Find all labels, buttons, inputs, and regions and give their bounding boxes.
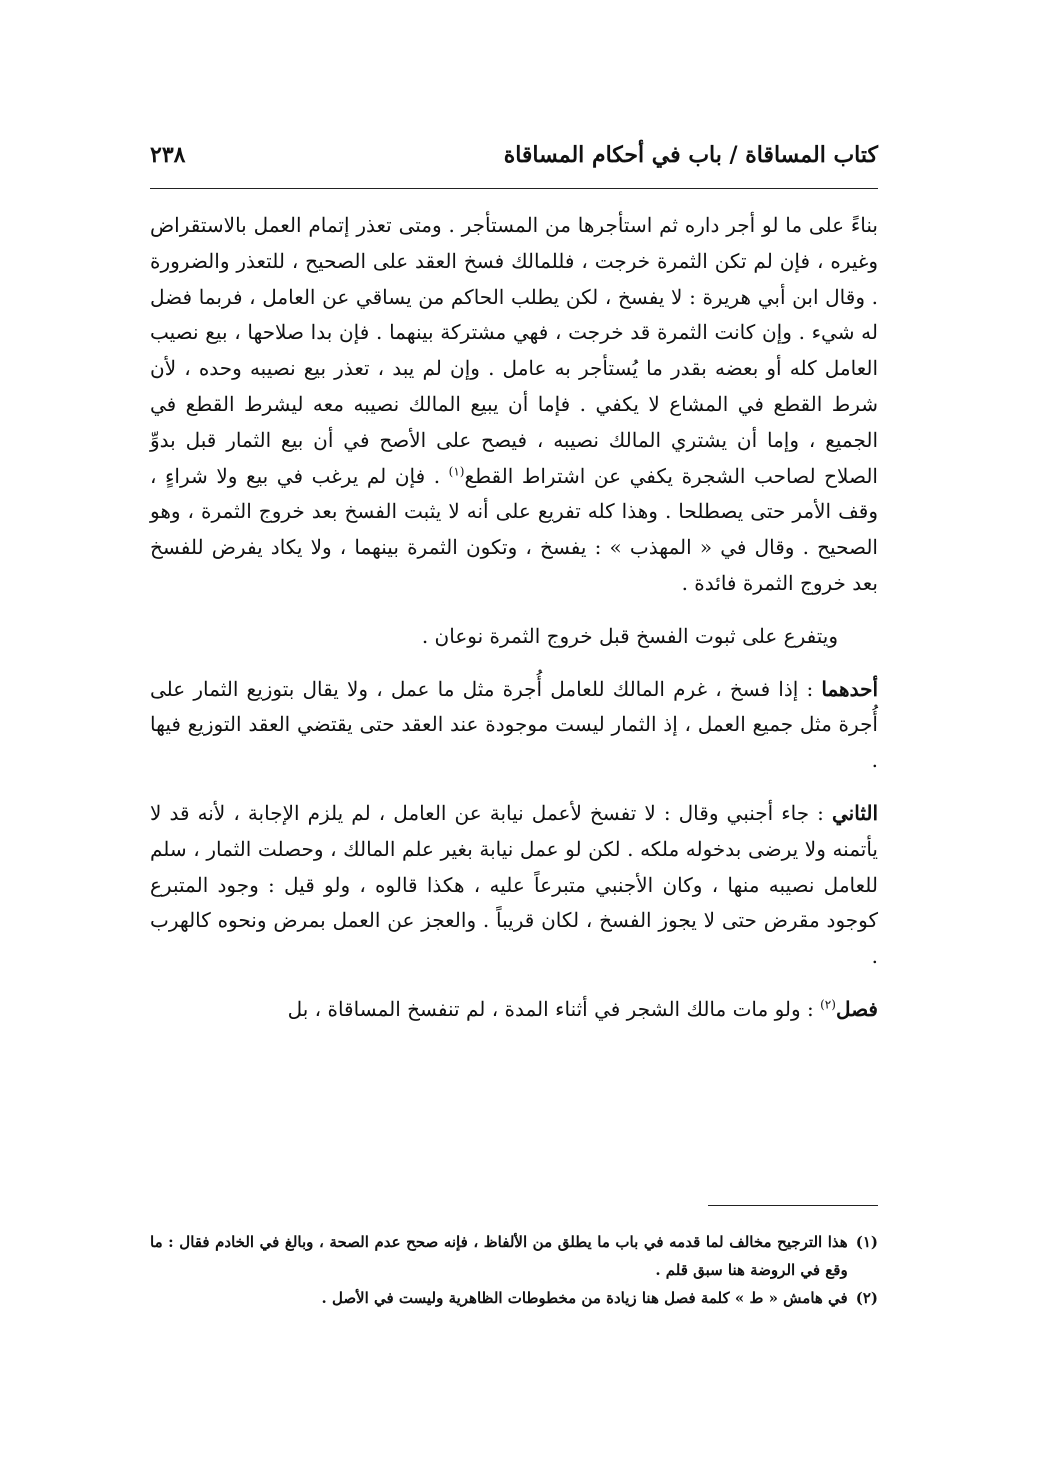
paragraph-4: [150, 796, 878, 975]
page-number: ٢٣٨: [150, 142, 186, 168]
footnote-marker-2[interactable]: (٢): [820, 997, 836, 1012]
footnotes: [150, 1228, 878, 1312]
paragraph-2-text: ويتفرع على ثبوت الفسخ قبل خروج الثمرة نوعان .: [421, 623, 838, 648]
footnote-1: [150, 1228, 878, 1284]
footnote-marker-1[interactable]: (١): [448, 463, 465, 478]
paragraph-4-text: : جاء أجنبي وقال : لا تفسخ لأعمل نيابة عن العامل ، لم يلزم الإجابة ، لأنه قد لا يأتمنه ولا يرضى بدخوله ملكه . لكن لو عمل نيابة بغير علم المالك ، وحصلت الثمار ، سلم للعامل نصيبه منها ، وكان الأجنبي متبرعاً عليه ، هكذا قالوه ، ولو قيل : وجود المتبرع كوجود مقرض حتى لا يجوز الفسخ ، لكان قريباً . والعجز عن العمل بمرض ونحوه كالهرب .: [150, 800, 878, 969]
paragraph-2: [150, 619, 878, 655]
paragraph-5: [150, 992, 878, 1028]
running-header: [150, 138, 878, 178]
paragraph-1: [150, 208, 878, 602]
footnote-1-text: هذا الترجيح مخالف لما قدمه في باب ما يطلق من الألفاظ ، فإنه صحح عدم الصحة ، وبالغ في الخادم فقال : ما وقع في الروضة هنا سبق قلم .: [150, 1233, 848, 1279]
paragraph-3: [150, 672, 878, 779]
footnote-divider: [708, 1205, 878, 1206]
paragraph-3-lead: أحدهما: [821, 676, 878, 701]
paragraph-5-lead: فصل: [835, 996, 878, 1021]
footnote-2-text: في هامش « ط » كلمة فصل هنا زيادة من مخطوطات الظاهرية وليست في الأصل .: [321, 1289, 848, 1307]
main-text: [150, 208, 878, 1028]
header-divider: [150, 188, 878, 189]
paragraph-1-text-cont: . فإن لم يرغب في بيع ولا شراءٍ ، وقف الأمر حتى يصطلحا . وهذا كله تفريع على أنه لا يثبت الفسخ بعد خروج الثمرة ، وهو الصحيح . وقال في « المهذب » : يفسخ ، وتكون الثمرة بينهما ، ولا يكاد يفرض للفسخ بعد خروج الثمرة فائدة .: [150, 463, 878, 595]
header-title: كتاب المساقاة / باب في أحكام المساقاة: [503, 142, 878, 168]
paragraph-4-lead: الثاني: [831, 800, 878, 825]
footnote-2-number: (٢): [855, 1289, 878, 1307]
paragraph-3-text: : إذا فسخ ، غرم المالك للعامل أُجرة مثل ما عمل ، ولا يقال بتوزيع الثمار على أُجرة مثل جميع العمل ، إذ الثمار ليست موجودة عند العقد حتى يقتضي العقد التوزيع فيها .: [150, 676, 878, 773]
paragraph-5-text: : ولو مات مالك الشجر في أثناء المدة ، لم تنفسخ المساقاة ، بل: [287, 996, 821, 1021]
footnote-2: [150, 1284, 878, 1312]
paragraph-1-text: بناءً على ما لو أجر داره ثم استأجرها من المستأجر . ومتى تعذر إتمام العمل بالاستقراض وغيره ، فإن لم تكن الثمرة خرجت ، فللمالك فسخ العقد على الصحيح ، للتعذر والضرورة . وقال ابن أبي هريرة : لا يفسخ ، لكن يطلب الحاكم من يساقي عن العامل ، فربما فضل له شيء . وإن كانت الثمرة قد خرجت ، فهي مشتركة بينهما . فإن بدا صلاحها ، بيع نصيب العامل كله أو بعضه بقدر ما يُستأجر به عامل . وإن لم يبد ، تعذر بيع نصيبه وحده ، لأن شرط القطع في المشاع لا يكفي . فإما أن يبيع المالك نصيبه معه ليشرط القطع في الجميع ، وإما أن يشتري المالك نصيبه ، فيصح على الأصح في أن بيع الثمار قبل بدوِّ الصلاح لصاحب الشجرة يكفي عن اشتراط القطع: [150, 213, 878, 488]
footnote-1-number: (١): [855, 1233, 878, 1251]
